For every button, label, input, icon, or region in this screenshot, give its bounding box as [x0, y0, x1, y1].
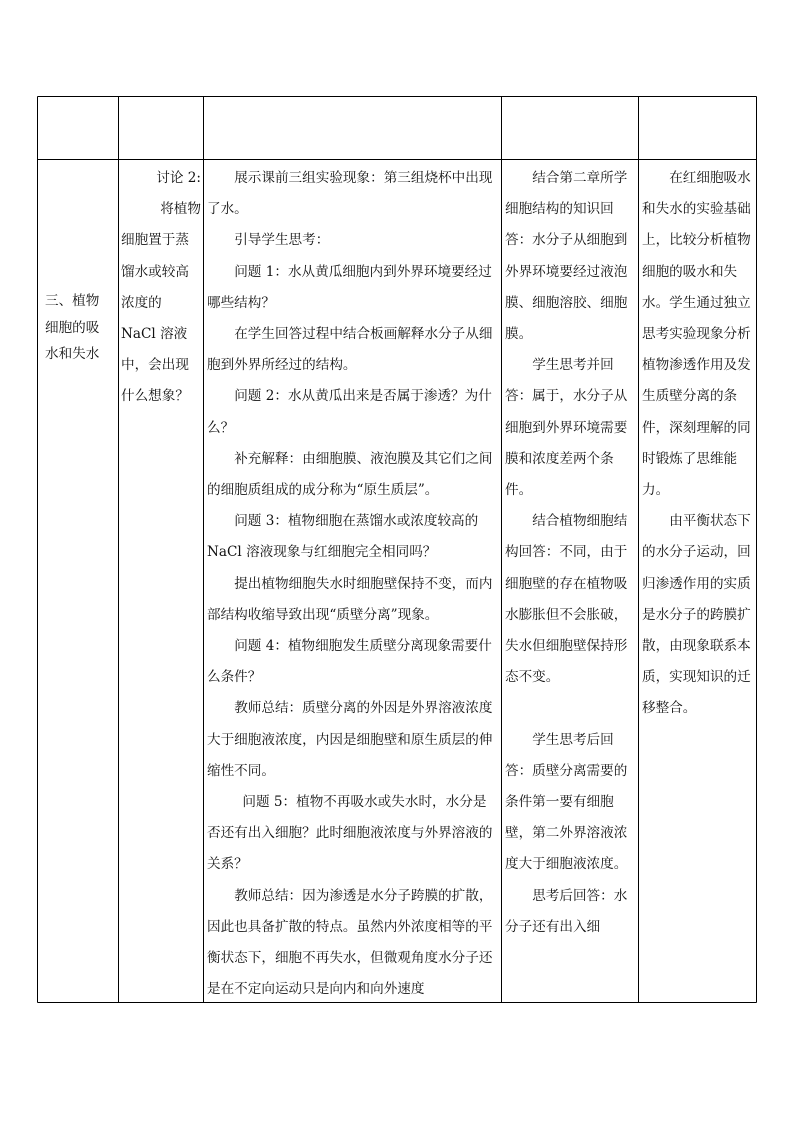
teacher-paragraph: 引导学生思考： [234, 232, 330, 249]
discussion-line: 馏水或较高 [121, 263, 189, 280]
student-activity-cell [505, 163, 635, 943]
design-intent-cell [642, 163, 755, 725]
teacher-summary-paragraph: 教师总结：质壁分离的外因是外界溶液浓度大于细胞液浓度，内因是细胞壁和原生质层的伸缩性不同。 [207, 700, 493, 779]
section-title-line: 细胞的吸 [45, 319, 100, 336]
teacher-paragraph: 展示课前三组实验现象：第三组烧杯中出现了水。 [207, 170, 493, 218]
section-title-line: 三、植物 [45, 293, 100, 309]
question-paragraph: 问题 5：植物不再吸水或失水时，水分是否还有出入细胞？此时细胞液浓度与外界溶液的关系？ [207, 794, 493, 873]
section-title-cell [41, 288, 118, 368]
student-paragraph: 学生思考并回答：属于，水分子从细胞到外界环境需要膜和浓度差两个条件。 [505, 357, 628, 499]
discussion-line: 将植物 [160, 201, 201, 218]
section-title-line: 水和失水 [45, 346, 100, 362]
student-paragraph: 结合第二章所学细胞结构的知识回答：水分子从细胞到外界环境要经过液泡膜、细胞溶胶、细胞膜。 [505, 170, 628, 343]
teacher-summary-paragraph: 教师总结：因为渗透是水分子跨膜的扩散，因此也具备扩散的特点。虽然内外浓度相等的平衡状态下，细胞不再失水，但微观角度水分子还是在不定向运动只是向内和向外速度 [207, 887, 493, 998]
discussion-line: 细胞置于蒸 [121, 232, 189, 249]
question-paragraph: 问题 3：植物细胞在蒸馏水或浓度较高的 NaCl 溶液现象与红细胞完全相同吗？ [207, 513, 479, 561]
question-paragraph: 问题 4：植物细胞发生质壁分离现象需要什么条件？ [207, 638, 492, 686]
teacher-activity-cell [207, 163, 499, 1005]
discussion-line: NaCl 溶液 [121, 326, 188, 343]
discussion-line: 什么想象？ [121, 388, 189, 405]
question-paragraph: 问题 2：水从黄瓜出来是否属于渗透？为什么？ [207, 388, 492, 436]
teacher-paragraph: 补充解释：由细胞膜、液泡膜及其它们之间的细胞质组成的成分称为“原生质层”。 [207, 450, 493, 499]
teacher-paragraph: 在学生回答过程中结合板画解释水分子从细胞到外界所经过的结构。 [207, 326, 493, 374]
teacher-paragraph: 提出植物细胞失水时细胞壁保持不变，而内部结构收缩导致出现“质壁分离”现象。 [207, 575, 493, 623]
discussion-line: 讨论 2: [156, 170, 201, 186]
discussion-line: 中，会出现 [121, 357, 189, 374]
discussion-line: 浓度的 [121, 294, 162, 311]
student-paragraph: 思考后回答：水分子还有出入细 [505, 887, 628, 935]
question-paragraph: 问题 1：水从黄瓜细胞内到外界环境要经过哪些结构？ [207, 263, 492, 311]
discussion-cell [121, 163, 201, 413]
student-paragraph: 学生思考后回答：质壁分离需要的条件第一要有细胞壁，第二外界溶液浓度大于细胞液浓度。 [505, 731, 628, 873]
student-paragraph: 结合植物细胞结构回答：不同，由于细胞壁的存在植物吸水膨胀但不会胀破，失水但细胞壁保持形态不变。 [505, 513, 628, 686]
intent-paragraph: 由平衡状态下的水分子运动，回归渗透作用的实质是水分子的跨膜扩散，由现象联系本质，实现知识的迁移整合。 [642, 513, 751, 717]
paragraph-gap [505, 693, 635, 724]
intent-paragraph: 在红细胞吸水和失水的实验基础上，比较分析植物细胞的吸水和失水。学生通过独立思考实验现象分析植物渗透作用及发生质壁分离的条件，深刻理解的同时锻炼了思维能力。 [642, 170, 751, 499]
